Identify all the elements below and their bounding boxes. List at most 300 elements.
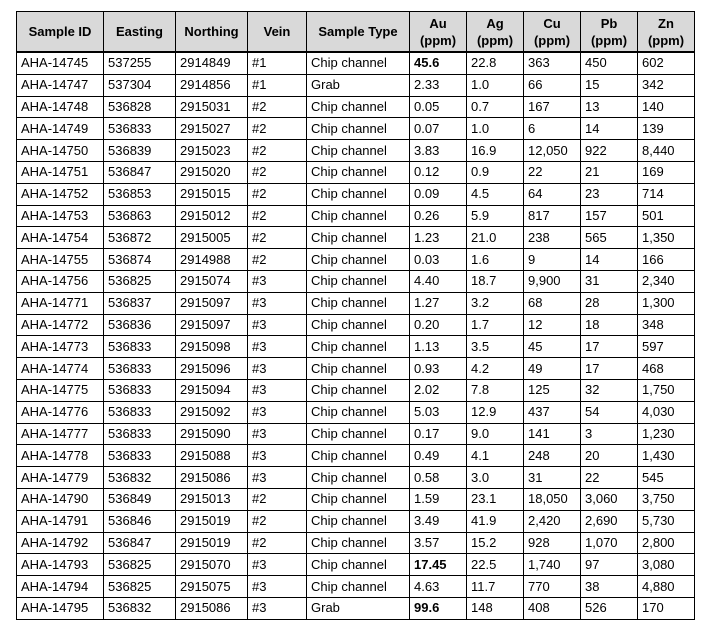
ag-cell: 3.0 [467,467,524,489]
ag-cell: 18.7 [467,270,524,292]
zn-cell: 714 [638,183,695,205]
sample-type-cell: Chip channel [307,532,410,554]
pb-cell: 565 [581,227,638,249]
table-row [17,597,695,619]
northing-cell: 2915086 [176,597,248,619]
sample-type-cell: Chip channel [307,488,410,510]
pb-cell: 13 [581,96,638,118]
northing-cell: 2915074 [176,270,248,292]
easting-cell: 536833 [104,445,176,467]
cu-cell: 31 [524,467,581,489]
au-cell: 99.6 [410,597,467,619]
pb-cell: 922 [581,140,638,162]
sample-id-cell: AHA-14776 [17,401,104,423]
easting-cell: 536825 [104,270,176,292]
zn-cell: 3,750 [638,488,695,510]
sample-type-cell: Grab [307,597,410,619]
au-cell: 4.63 [410,576,467,598]
pb-cell: 2,690 [581,510,638,532]
ag-cell: 1.6 [467,249,524,271]
pb-cell: 28 [581,292,638,314]
ag-cell: 0.7 [467,96,524,118]
column-header-unit: (ppm) [533,32,571,48]
header-row [17,12,695,53]
easting-cell: 536833 [104,358,176,380]
cu-cell: 928 [524,532,581,554]
table-row [17,249,695,271]
au-cell: 3.83 [410,140,467,162]
table-row [17,52,695,74]
au-cell: 1.27 [410,292,467,314]
au-cell: 3.49 [410,510,467,532]
au-cell: 3.57 [410,532,467,554]
cu-cell: 408 [524,597,581,619]
sample-id-cell: AHA-14778 [17,445,104,467]
northing-cell: 2915005 [176,227,248,249]
column-header-sample-id [17,12,104,53]
vein-cell: #2 [248,96,307,118]
au-cell: 1.23 [410,227,467,249]
column-header-label: Zn [658,15,674,31]
northing-cell: 2915027 [176,118,248,140]
easting-cell: 536833 [104,118,176,140]
cu-cell: 9,900 [524,270,581,292]
zn-cell: 1,300 [638,292,695,314]
pb-cell: 526 [581,597,638,619]
sample-type-cell: Chip channel [307,423,410,445]
au-cell: 0.12 [410,161,467,183]
cu-cell: 141 [524,423,581,445]
column-header-ag [467,12,524,53]
cu-cell: 248 [524,445,581,467]
ag-cell: 21.0 [467,227,524,249]
sample-id-cell: AHA-14753 [17,205,104,227]
northing-cell: 2915015 [176,183,248,205]
easting-cell: 536836 [104,314,176,336]
ag-cell: 4.5 [467,183,524,205]
ag-cell: 4.1 [467,445,524,467]
cu-cell: 9 [524,249,581,271]
pb-cell: 54 [581,401,638,423]
table-row [17,379,695,401]
vein-cell: #3 [248,467,307,489]
cu-cell: 363 [524,52,581,74]
ag-cell: 22.8 [467,52,524,74]
easting-cell: 536849 [104,488,176,510]
pb-cell: 157 [581,205,638,227]
northing-cell: 2915013 [176,488,248,510]
sample-type-cell: Chip channel [307,510,410,532]
sample-id-cell: AHA-14795 [17,597,104,619]
sample-type-cell: Chip channel [307,358,410,380]
zn-cell: 545 [638,467,695,489]
pb-cell: 31 [581,270,638,292]
northing-cell: 2915020 [176,161,248,183]
sample-id-cell: AHA-14777 [17,423,104,445]
au-cell: 0.17 [410,423,467,445]
northing-cell: 2915023 [176,140,248,162]
vein-cell: #3 [248,292,307,314]
sample-type-cell: Chip channel [307,52,410,74]
cu-cell: 66 [524,74,581,96]
sample-id-cell: AHA-14745 [17,52,104,74]
easting-cell: 537255 [104,52,176,74]
sample-id-cell: AHA-14779 [17,467,104,489]
au-cell: 17.45 [410,554,467,576]
cu-cell: 770 [524,576,581,598]
zn-cell: 501 [638,205,695,227]
pb-cell: 15 [581,74,638,96]
table-row [17,488,695,510]
zn-cell: 169 [638,161,695,183]
column-header-au [410,12,467,53]
northing-cell: 2915088 [176,445,248,467]
sample-id-cell: AHA-14756 [17,270,104,292]
pb-cell: 32 [581,379,638,401]
column-header-label: Sample ID [28,24,92,39]
sample-id-cell: AHA-14771 [17,292,104,314]
cu-cell: 817 [524,205,581,227]
vein-cell: #2 [248,532,307,554]
cu-cell: 45 [524,336,581,358]
sample-id-cell: AHA-14790 [17,488,104,510]
table-row [17,140,695,162]
au-cell: 0.05 [410,96,467,118]
easting-cell: 536832 [104,597,176,619]
vein-cell: #3 [248,445,307,467]
easting-cell: 536833 [104,379,176,401]
northing-cell: 2915075 [176,576,248,598]
ag-cell: 12.9 [467,401,524,423]
vein-cell: #3 [248,314,307,336]
column-header-label: Ag [486,15,504,31]
column-header-vein [248,12,307,53]
table-row [17,576,695,598]
table-row [17,445,695,467]
zn-cell: 3,080 [638,554,695,576]
pb-cell: 14 [581,118,638,140]
sample-type-cell: Chip channel [307,183,410,205]
zn-cell: 602 [638,52,695,74]
pb-cell: 17 [581,358,638,380]
column-header-label: Pb [600,15,618,31]
au-cell: 0.93 [410,358,467,380]
column-header-label: Easting [116,24,163,39]
ag-cell: 7.8 [467,379,524,401]
vein-cell: #2 [248,227,307,249]
table-row [17,270,695,292]
ag-cell: 11.7 [467,576,524,598]
au-cell: 0.20 [410,314,467,336]
ag-cell: 23.1 [467,488,524,510]
column-header-label: Au [429,15,447,31]
table-body [17,52,695,619]
cu-cell: 18,050 [524,488,581,510]
northing-cell: 2915012 [176,205,248,227]
sample-id-cell: AHA-14792 [17,532,104,554]
easting-cell: 536825 [104,554,176,576]
sample-id-cell: AHA-14774 [17,358,104,380]
au-cell: 0.49 [410,445,467,467]
easting-cell: 536874 [104,249,176,271]
au-cell: 0.03 [410,249,467,271]
northing-cell: 2915096 [176,358,248,380]
au-cell: 2.33 [410,74,467,96]
zn-cell: 2,800 [638,532,695,554]
northing-cell: 2914988 [176,249,248,271]
zn-cell: 139 [638,118,695,140]
northing-cell: 2915094 [176,379,248,401]
vein-cell: #2 [248,205,307,227]
cu-cell: 22 [524,161,581,183]
zn-cell: 4,880 [638,576,695,598]
ag-cell: 148 [467,597,524,619]
cu-cell: 437 [524,401,581,423]
vein-cell: #2 [248,140,307,162]
zn-cell: 166 [638,249,695,271]
sample-id-cell: AHA-14748 [17,96,104,118]
sample-type-cell: Chip channel [307,227,410,249]
zn-cell: 348 [638,314,695,336]
northing-cell: 2915031 [176,96,248,118]
sample-id-cell: AHA-14749 [17,118,104,140]
zn-cell: 2,340 [638,270,695,292]
table-row [17,314,695,336]
vein-cell: #2 [248,510,307,532]
sample-type-cell: Chip channel [307,270,410,292]
pb-cell: 3 [581,423,638,445]
sample-id-cell: AHA-14773 [17,336,104,358]
vein-cell: #3 [248,358,307,380]
au-cell: 0.58 [410,467,467,489]
column-header-unit: (ppm) [590,32,628,48]
easting-cell: 536837 [104,292,176,314]
zn-cell: 342 [638,74,695,96]
vein-cell: #2 [248,161,307,183]
northing-cell: 2915097 [176,292,248,314]
pb-cell: 38 [581,576,638,598]
sample-id-cell: AHA-14754 [17,227,104,249]
table-row [17,292,695,314]
zn-cell: 1,750 [638,379,695,401]
au-cell: 1.59 [410,488,467,510]
zn-cell: 170 [638,597,695,619]
cu-cell: 6 [524,118,581,140]
zn-cell: 468 [638,358,695,380]
easting-cell: 536825 [104,576,176,598]
pb-cell: 17 [581,336,638,358]
ag-cell: 0.9 [467,161,524,183]
sample-type-cell: Chip channel [307,467,410,489]
easting-cell: 536846 [104,510,176,532]
easting-cell: 536853 [104,183,176,205]
ag-cell: 3.2 [467,292,524,314]
cu-cell: 125 [524,379,581,401]
vein-cell: #2 [248,183,307,205]
table-row [17,510,695,532]
column-header-label: Sample Type [318,24,398,39]
northing-cell: 2915019 [176,510,248,532]
au-cell: 1.13 [410,336,467,358]
sample-type-cell: Chip channel [307,554,410,576]
sample-type-cell: Chip channel [307,161,410,183]
easting-cell: 536847 [104,161,176,183]
column-header-unit: (ppm) [419,32,457,48]
table-header [17,12,695,53]
easting-cell: 537304 [104,74,176,96]
ag-cell: 15.2 [467,532,524,554]
vein-cell: #2 [248,249,307,271]
column-header-label: Northing [184,24,239,39]
ag-cell: 16.9 [467,140,524,162]
vein-cell: #2 [248,118,307,140]
sample-id-cell: AHA-14750 [17,140,104,162]
ag-cell: 9.0 [467,423,524,445]
au-cell: 4.40 [410,270,467,292]
table-row [17,205,695,227]
sample-id-cell: AHA-14775 [17,379,104,401]
vein-cell: #1 [248,52,307,74]
column-header-pb [581,12,638,53]
column-header-cu [524,12,581,53]
sample-id-cell: AHA-14794 [17,576,104,598]
ag-cell: 4.2 [467,358,524,380]
pb-cell: 22 [581,467,638,489]
cu-cell: 68 [524,292,581,314]
cu-cell: 2,420 [524,510,581,532]
vein-cell: #2 [248,488,307,510]
northing-cell: 2914856 [176,74,248,96]
zn-cell: 597 [638,336,695,358]
au-cell: 5.03 [410,401,467,423]
table-row [17,161,695,183]
pb-cell: 20 [581,445,638,467]
sample-type-cell: Chip channel [307,401,410,423]
northing-cell: 2915097 [176,314,248,336]
table-row [17,96,695,118]
assay-results-table [16,11,695,620]
table-row [17,423,695,445]
easting-cell: 536833 [104,336,176,358]
ag-cell: 1.0 [467,118,524,140]
zn-cell: 8,440 [638,140,695,162]
au-cell: 2.02 [410,379,467,401]
pb-cell: 14 [581,249,638,271]
table-row [17,358,695,380]
northing-cell: 2914849 [176,52,248,74]
easting-cell: 536832 [104,467,176,489]
ag-cell: 22.5 [467,554,524,576]
vein-cell: #1 [248,74,307,96]
easting-cell: 536828 [104,96,176,118]
sample-type-cell: Chip channel [307,249,410,271]
cu-cell: 12,050 [524,140,581,162]
sample-type-cell: Chip channel [307,445,410,467]
easting-cell: 536863 [104,205,176,227]
column-header-label: Vein [263,24,291,39]
column-header-label: Cu [543,15,561,31]
easting-cell: 536833 [104,401,176,423]
northing-cell: 2915019 [176,532,248,554]
ag-cell: 41.9 [467,510,524,532]
table-row [17,554,695,576]
sample-type-cell: Chip channel [307,576,410,598]
zn-cell: 1,230 [638,423,695,445]
pb-cell: 3,060 [581,488,638,510]
easting-cell: 536872 [104,227,176,249]
northing-cell: 2915070 [176,554,248,576]
zn-cell: 1,430 [638,445,695,467]
sample-id-cell: AHA-14747 [17,74,104,96]
column-header-zn [638,12,695,53]
table-row [17,532,695,554]
northing-cell: 2915092 [176,401,248,423]
ag-cell: 1.7 [467,314,524,336]
vein-cell: #3 [248,576,307,598]
table-row [17,401,695,423]
zn-cell: 1,350 [638,227,695,249]
sample-id-cell: AHA-14751 [17,161,104,183]
pb-cell: 21 [581,161,638,183]
sample-id-cell: AHA-14791 [17,510,104,532]
column-header-unit: (ppm) [476,32,514,48]
table-row [17,227,695,249]
sample-type-cell: Chip channel [307,314,410,336]
au-cell: 0.26 [410,205,467,227]
table-row [17,467,695,489]
au-cell: 45.6 [410,52,467,74]
assay-table-container [16,11,695,620]
easting-cell: 536847 [104,532,176,554]
table-row [17,183,695,205]
column-header-northing [176,12,248,53]
easting-cell: 536833 [104,423,176,445]
sample-id-cell: AHA-14793 [17,554,104,576]
vein-cell: #3 [248,336,307,358]
au-cell: 0.09 [410,183,467,205]
vein-cell: #3 [248,401,307,423]
northing-cell: 2915090 [176,423,248,445]
sample-type-cell: Grab [307,74,410,96]
zn-cell: 140 [638,96,695,118]
easting-cell: 536839 [104,140,176,162]
vein-cell: #3 [248,270,307,292]
pb-cell: 23 [581,183,638,205]
cu-cell: 1,740 [524,554,581,576]
vein-cell: #3 [248,423,307,445]
pb-cell: 1,070 [581,532,638,554]
cu-cell: 64 [524,183,581,205]
sample-type-cell: Chip channel [307,205,410,227]
sample-type-cell: Chip channel [307,292,410,314]
cu-cell: 167 [524,96,581,118]
cu-cell: 238 [524,227,581,249]
vein-cell: #3 [248,597,307,619]
sample-type-cell: Chip channel [307,96,410,118]
sample-id-cell: AHA-14772 [17,314,104,336]
vein-cell: #3 [248,379,307,401]
zn-cell: 4,030 [638,401,695,423]
ag-cell: 1.0 [467,74,524,96]
table-row [17,336,695,358]
vein-cell: #3 [248,554,307,576]
pb-cell: 450 [581,52,638,74]
pb-cell: 18 [581,314,638,336]
sample-type-cell: Chip channel [307,379,410,401]
northing-cell: 2915086 [176,467,248,489]
table-row [17,118,695,140]
au-cell: 0.07 [410,118,467,140]
